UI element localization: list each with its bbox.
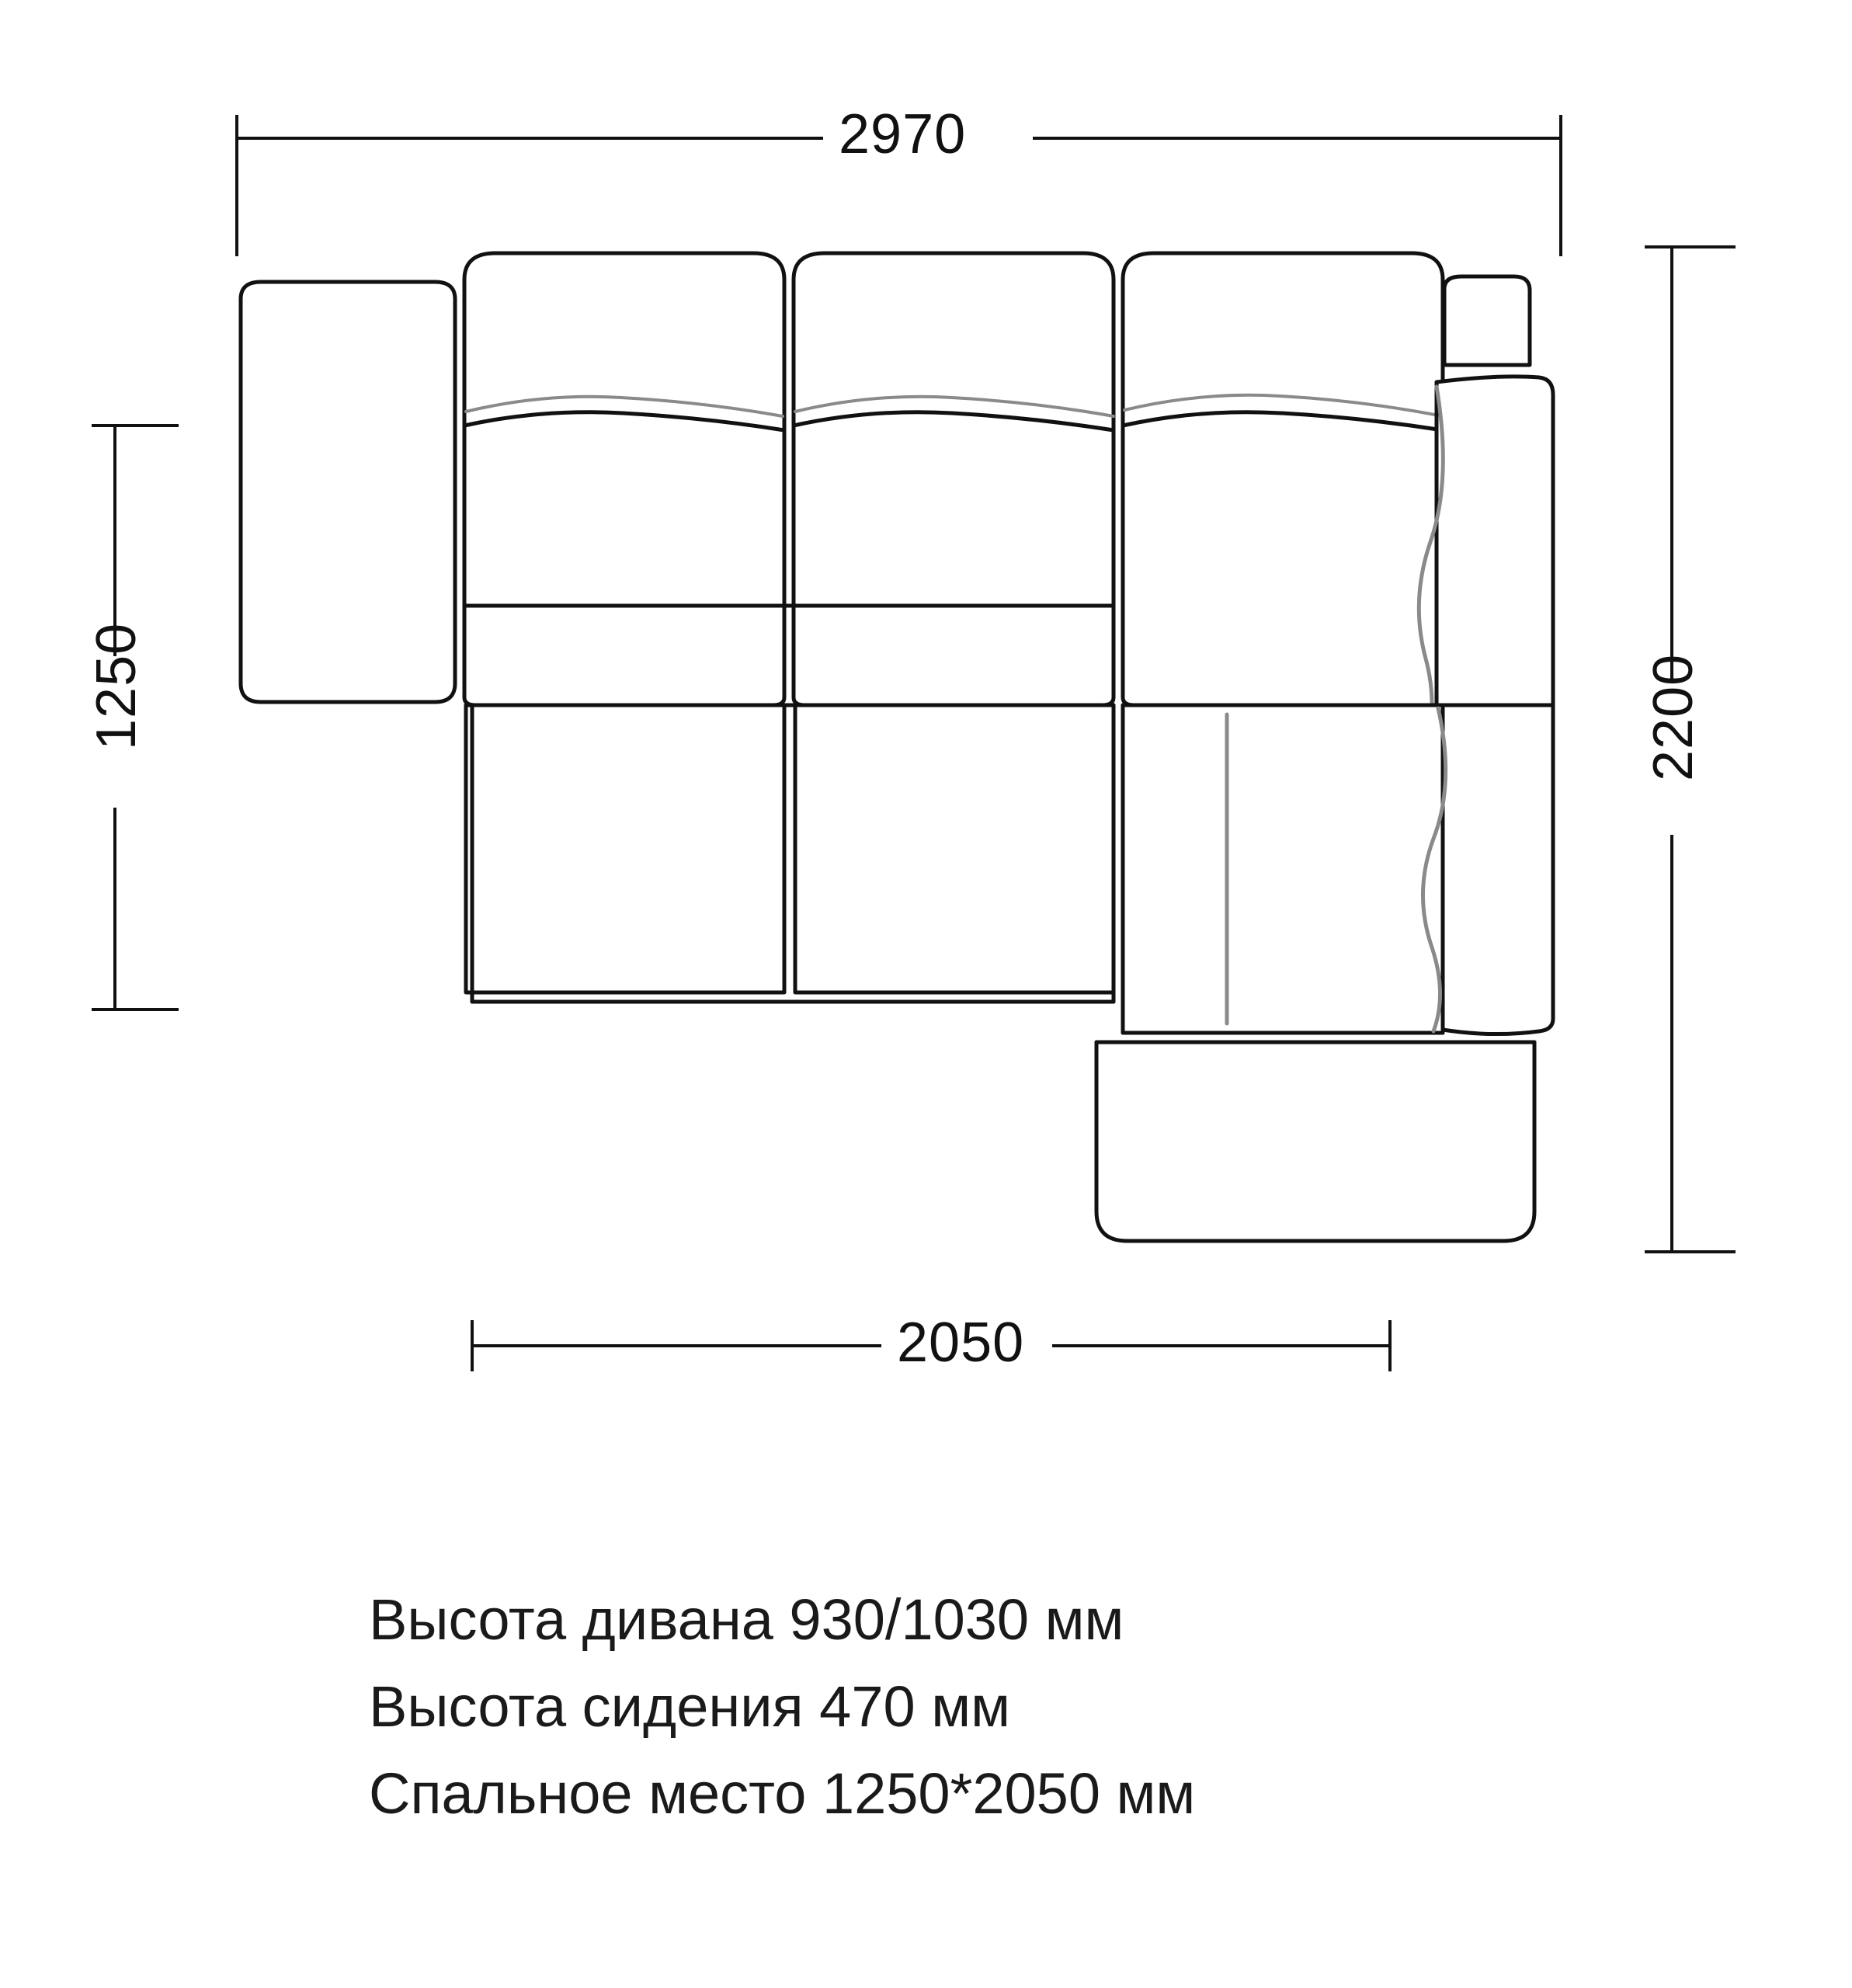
specification-notes bbox=[369, 1576, 1456, 1837]
chaise-extension bbox=[1423, 705, 1553, 1034]
backrest-cushion-left bbox=[464, 253, 784, 705]
dimension-label-sleeping-width: 2050 bbox=[897, 1312, 1025, 1374]
dimension-label-left-depth: 1250 bbox=[85, 622, 148, 750]
note-sleeping-place: Спальное место 1250*2050 мм bbox=[369, 1761, 1196, 1826]
dimension-label-total-width: 2970 bbox=[839, 103, 967, 165]
left-armrest bbox=[241, 282, 455, 702]
front-footrest bbox=[1096, 1042, 1534, 1241]
dimension-label-total-depth: 2200 bbox=[1642, 653, 1704, 781]
sofa-plan-view bbox=[241, 253, 1553, 1241]
chaise-seat bbox=[1123, 705, 1443, 1033]
right-armrest-top bbox=[1444, 276, 1530, 365]
backrest-cushion-middle bbox=[794, 253, 1114, 705]
note-seat-height: Высота сидения 470 мм bbox=[369, 1674, 1010, 1739]
backrest-cushion-right bbox=[1123, 253, 1443, 705]
note-sofa-height: Высота дивана 930/1030 мм bbox=[369, 1587, 1124, 1652]
